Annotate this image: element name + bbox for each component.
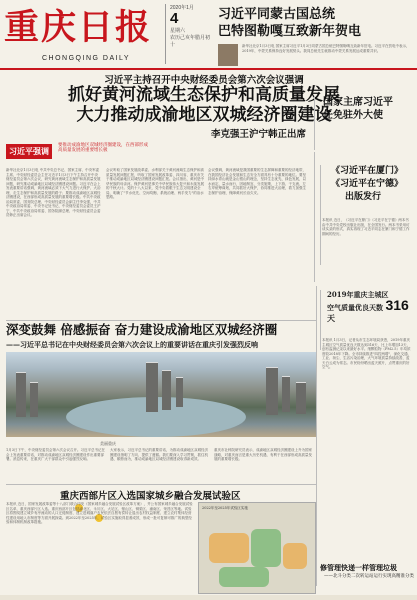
top-portrait-photo [218, 44, 238, 66]
second-article-col3: 重庆市社科院研究员表示，成渝地区双城经济圈建设上升为国家战略，对重庆而言是重大历史机遇，有利于在西部形成高质量发展的重要增长极。 [214, 448, 312, 461]
city-photo [6, 352, 316, 437]
book-title-1: 《习近平在厦门》 [331, 166, 404, 176]
section-rule-1 [6, 320, 316, 321]
third-article-text: 本报讯 近日，国家发展改革委等十八部门联合印发《国家城乡融合发展试验区改革方案》，并公布国家城乡融合发展试验区名单，重庆西部片区入选。重庆西部片区包括渝北区、永川区、大足区、璧山区、铜梁区、潼南区、荣昌区等地。试验区将围绕建立城乡有序流动的人口迁徙制度、建立进城落户农民依法自愿有偿转让退出农村权益制度、建立农村集体经营性建设用地入市制度等方面开展探索。到2022年至2025年，试验区实施取得显著成效，形成一批可复制可推广的典型经验和体制机制改革措施。 [6, 502, 193, 524]
books-article-text: 本报讯 近日，《习近平在厦门》《习近平在宁德》两本书由中共中央党校出版社出版，在全国发行。两本书采用访谈实录的形式，真实再现了习近平同志在厦门和宁德工作期间的经历。 [322, 218, 410, 236]
lead-article-col3: 会议强调，黄河流域是我国重要的生态屏障和重要的经济地带，在我国经济社会发展和生态安全方面具有十分重要的地位。要坚持绿水青山就是金山银山的理念，坚持生态优先、绿色发展，以水而定、量水而行，因地制宜、分类施策，上下游、干支流、左右岸统筹谋划，共同抓好大保护，协同推进大治理，着力加强生态保护治理、保障黄河长治久安。 [208, 168, 306, 195]
air-line2-text: 空气质量优良天数 [327, 303, 383, 312]
lead-byline: 李克强王沪宁韩正出席 [210, 129, 306, 140]
air-unit: 天 [327, 313, 335, 323]
column-rule [314, 152, 315, 282]
book-title-2: 《习近平在宁德》 [331, 179, 404, 189]
side-story[interactable] [314, 96, 414, 150]
quote-tag: 习近平强调 [6, 144, 52, 159]
second-article-col2: 大家表示，习近平总书记的重要讲话，为推动成渝地区双城经济圈建设指明了方向、提供了遵循。我们要深入学习贯彻，抓住机遇、顺势而为，推动成渝地区双城经济圈建设取得新成效。 [110, 448, 208, 461]
side-story-line2: 任免驻外大使 [323, 110, 383, 121]
lead-article-col1: 新华社北京1月3日电 中共中央总书记、国家主席、中央军委主席、中央财经委员会主任习近平1月3日下午主持召开中央财经委员会第六次会议，研究黄河流域生态保护和高质量发展问题，研究推动成渝地区双城经济圈建设问题。习近平在会上发表重要讲话强调，黄河流域必须下大气力进行大保护、大治理，走生态保护和高质量发展的路子；要推动成渝地区双城经济圈建设，在西部形成高质量发展的重要增长极。中共中央政治局常委、国务院总理、中央财经委员会副主任李克强，中共中央政治局常委、中央书记处书记、中央财经委员会委员王沪宁，中共中央政治局常委、国务院副总理、中央财经委员会委员韩正出席会议。 [6, 168, 101, 217]
air-line1: 2019年重庆主城区 [327, 290, 389, 299]
second-headline[interactable]: 深变鼓舞 倍感振奋 奋力建设成渝地区双城经济圈 [6, 322, 278, 337]
top-headline-line2: 巴特图勒嘎互致新年贺电 [218, 24, 362, 39]
date-weekday: 星期六 [170, 28, 186, 34]
second-article-col1: 1月3日下午，中央财经委员会第六次会议召开。习近平总书记在会上发表重要讲话，对推动成渝地区双城经济圈建设作出重要部署。消息传来，在重庆广大干部群众中引起强烈反响。 [6, 448, 105, 461]
masthead-rule [0, 68, 417, 70]
masthead-english: CHONGQING DAILY [42, 55, 131, 62]
lead-kicker: 习近平主持召开中央财经委员会第六次会议强调 [104, 75, 304, 86]
bottom-right-headline[interactable]: 修管理快递一样管理垃圾 [320, 563, 397, 572]
lead-article-col2: 会议听取了国家发展改革委、水利部关于黄河流域生态保护和高质量发展问题汇报，听取了国家发展改革委、四川省、重庆市关于推动成渝地区双城经济圈建设问题汇报。会议指出，黄河是中华民族的母亲河。保护黄河是事关中华民族伟大复兴和永续发展的千秋大计。党的十八大以来，党中央着眼于生态文明建设全局，明确了"节水优先、空间均衡、系统治理、两手发力"的治水思路。 [106, 168, 204, 199]
quote-text: 要推动成渝地区双城经济圈建设，在西部形成高质量发展的重要增长极 [58, 143, 148, 154]
photo-caption: 美丽重庆 [100, 441, 116, 446]
third-headline[interactable]: 重庆西部片区入选国家城乡融合发展试验区 [60, 491, 241, 502]
date-month: 2020年1月 [170, 5, 194, 11]
top-article-text: 新华社北京1月3日电 国家主席习近平1月3日同蒙古国总统巴特图勒嘎互致新年贺电。习近平在贺电中表示，2019年，中蒙关系保持良好发展势头。我同总统先生就推动中蒙关系发展达成重要共识。 [242, 44, 410, 53]
column-rule-2 [316, 286, 317, 586]
air-article-text: 本报讯 1月3日，记者从市生态环境局获悉，2019年重庆主城区空气质量优良天数达到316天，比上年增加13天，创有监测记录以来最好水平。细颗粒物（PM2.5）年均浓度较2018年下降。全市持续推进"四控两增"，深化交通、工业、扬尘、生活污染治理，大气环境质量持续改善，蓝天白云成为常态。市民纷纷晒出蓝天照片，点赞重庆的好空气。 [322, 338, 412, 369]
map-legend: 2022年至2025年试验区实施 [202, 506, 248, 510]
second-subheadline: ——习近平总书记在中央财经委员会第六次会议上的重要讲话在重庆引发强烈反响 [6, 340, 258, 349]
top-right-headline[interactable] [218, 6, 414, 40]
top-headline-line1: 习近平同蒙古国总统 [218, 7, 336, 22]
bottom-right-sub: ——北斗分类二次转运站运行实现高精准分类 [324, 574, 414, 579]
lead-headline-line2: 大力推动成渝地区双城经济圈建设 [76, 105, 332, 125]
section-rule-2 [6, 484, 316, 485]
date-box [165, 4, 213, 64]
page-footer-bar [0, 595, 417, 600]
pilot-zone-map [198, 502, 316, 594]
lead-headline-line1: 抓好黄河流域生态保护和高质量发展 [68, 85, 340, 105]
date-day: 4 [170, 10, 179, 27]
air-line2 [327, 297, 412, 324]
side-story-line1: 国家主席习近平 [323, 97, 393, 108]
book-published: 出版发行 [345, 192, 382, 202]
date-lunar: 农历己亥年腊月初十 [170, 35, 211, 48]
air-days: 316 [385, 297, 409, 313]
masthead-logo: 重庆日报 [4, 7, 153, 48]
